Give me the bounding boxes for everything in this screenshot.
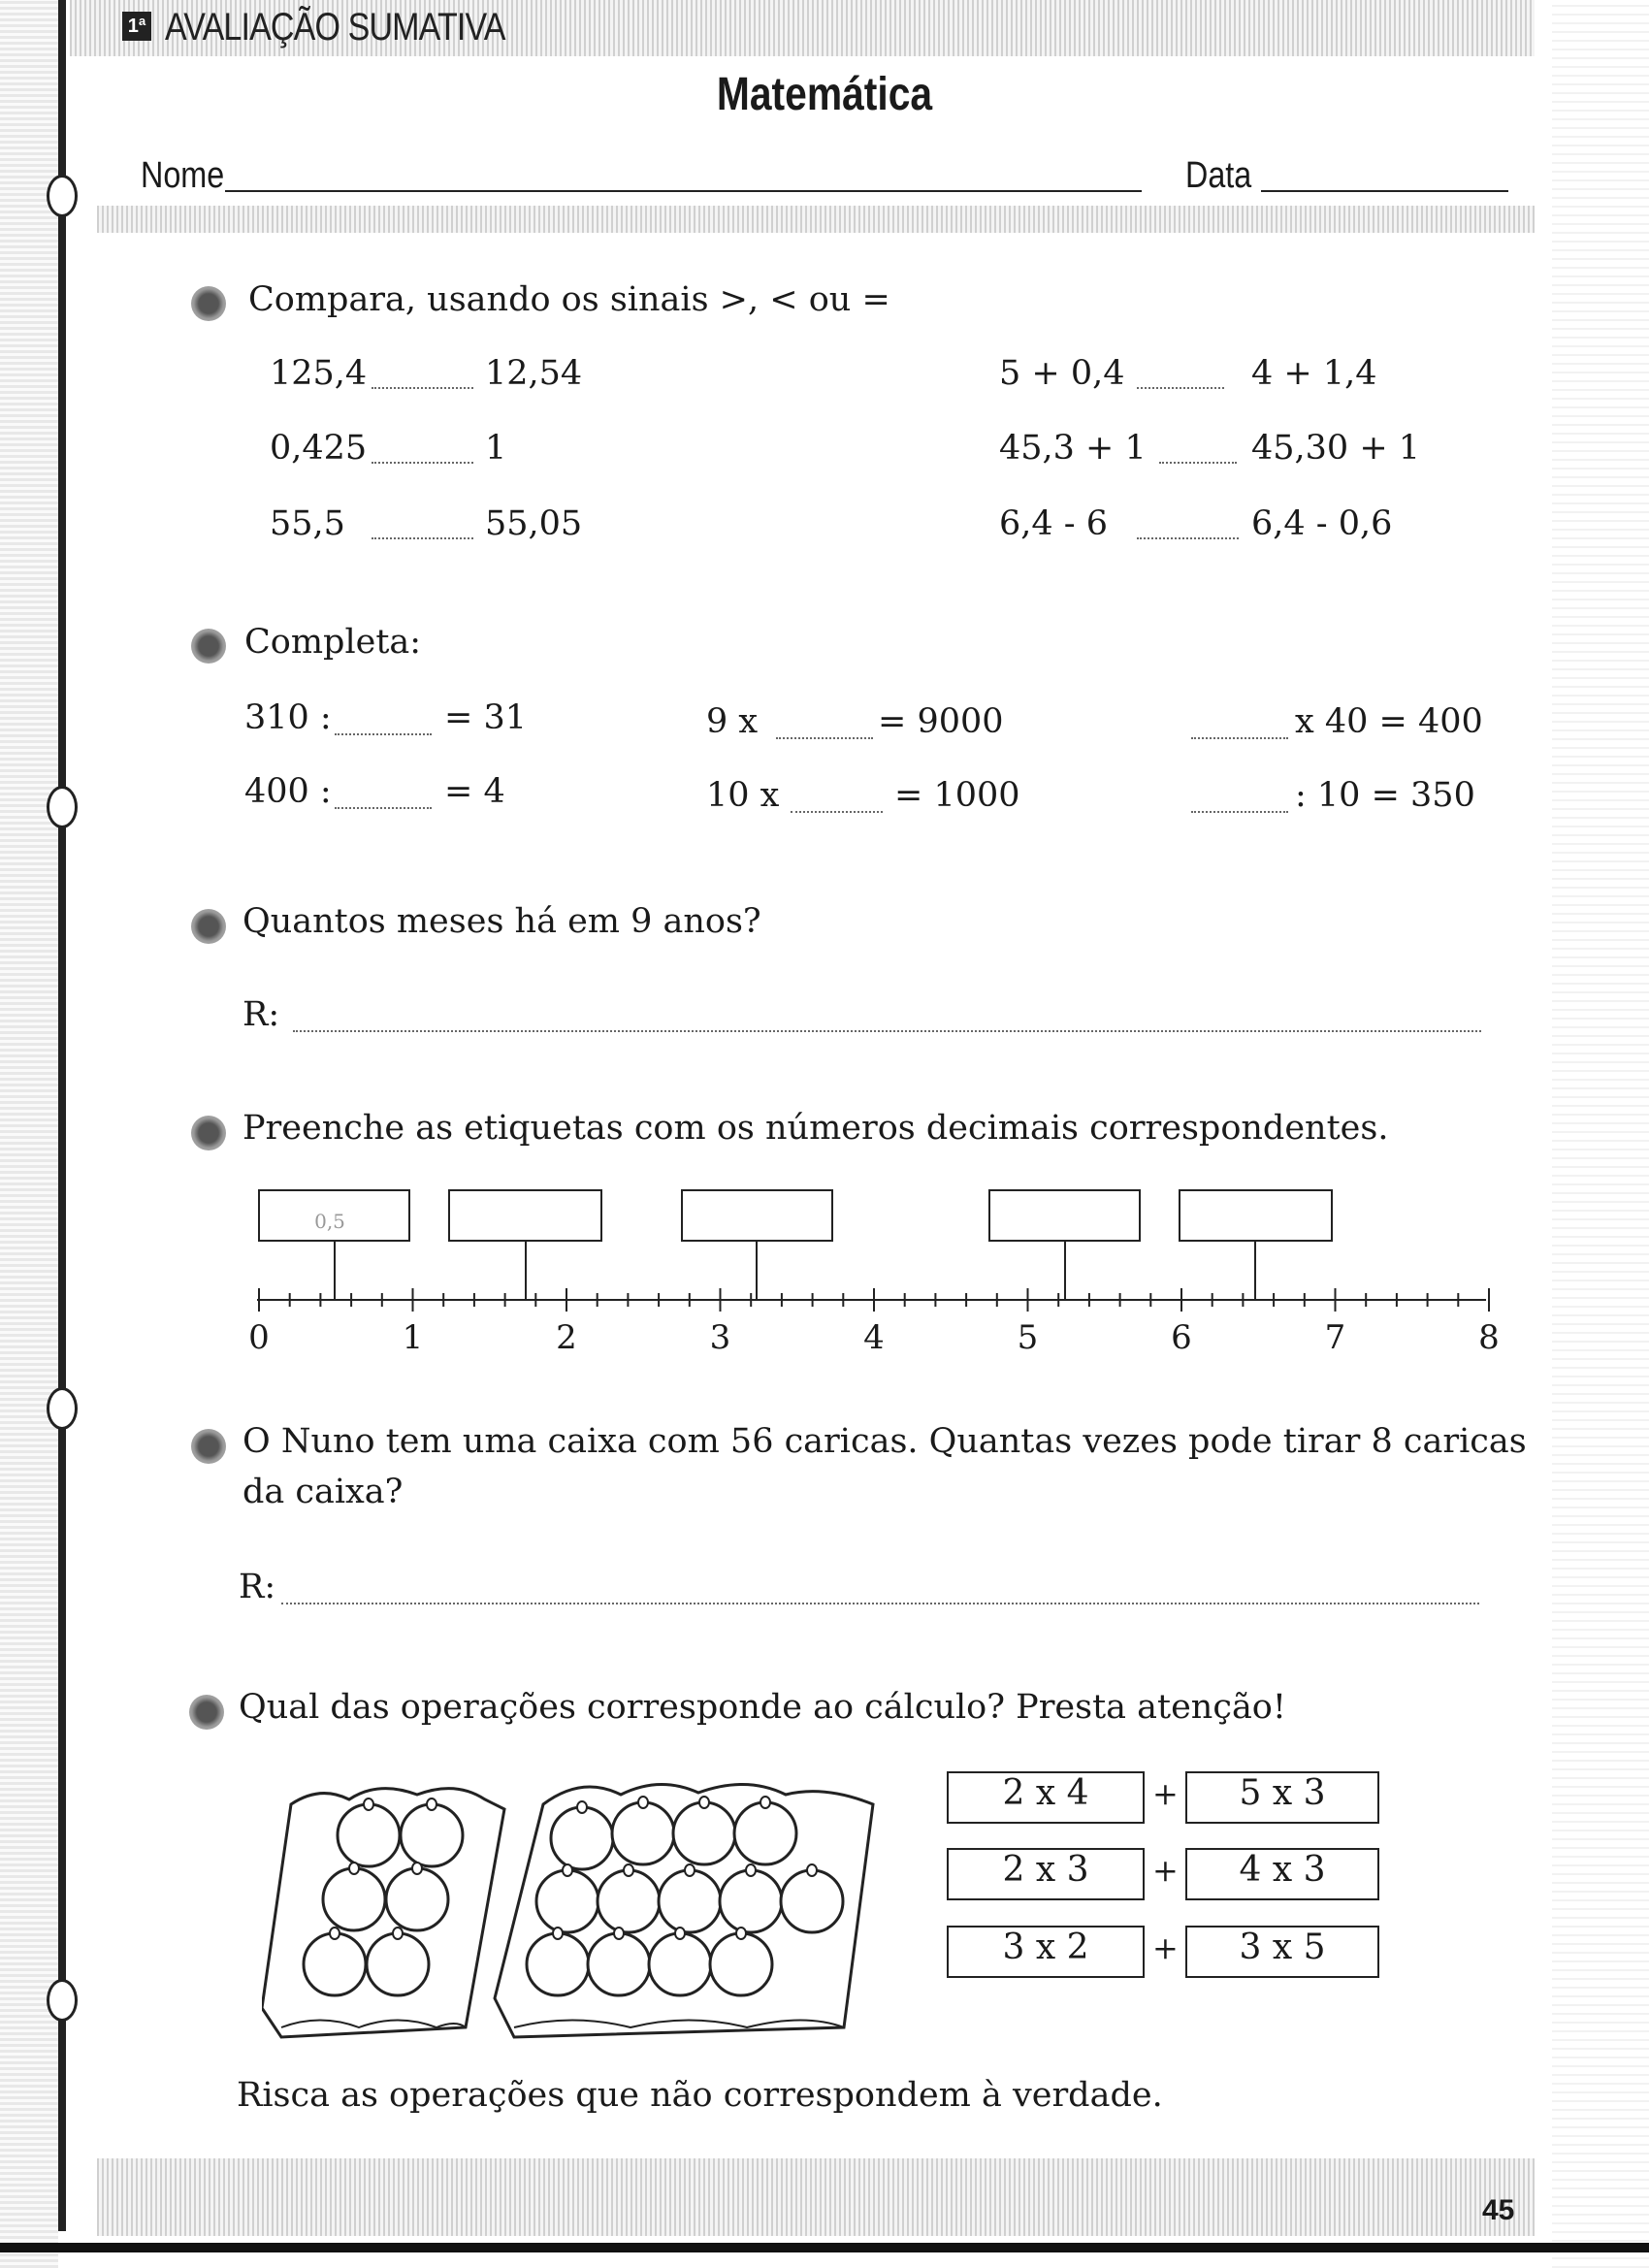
q2-pre: 400 : <box>244 772 332 811</box>
q1-right: 6,4 - 0,6 <box>1251 504 1393 543</box>
cap-tab <box>685 1864 695 1876</box>
op-value: 4 x 3 <box>1239 1850 1326 1890</box>
q1-answer-blank[interactable] <box>372 462 473 464</box>
date-label: Data <box>1185 155 1252 196</box>
q1-right: 1 <box>485 429 507 468</box>
bottom-rule <box>0 2243 1649 2252</box>
q2-post: = 1000 <box>894 776 1020 815</box>
cap-tab <box>427 1798 436 1810</box>
tick-label: 1 <box>402 1318 424 1357</box>
q5-prompt-line2: da caixa? <box>242 1473 404 1511</box>
op-value: 2 x 3 <box>1002 1850 1089 1890</box>
example-label: 0,5 <box>314 1210 345 1233</box>
q2-post: = 9000 <box>878 702 1004 741</box>
op-box[interactable] <box>947 1771 1145 1824</box>
cap-tab <box>699 1797 709 1808</box>
cap-tab <box>675 1928 685 1939</box>
page-title: Matemática <box>716 69 933 120</box>
name-field[interactable] <box>225 190 1142 192</box>
cap-tab <box>807 1864 817 1876</box>
op-box[interactable] <box>1185 1848 1379 1900</box>
q2-post: : 10 = 350 <box>1295 776 1475 815</box>
op-box[interactable] <box>947 1848 1145 1900</box>
q2-post: = 4 <box>444 772 505 811</box>
scan-noise <box>1552 0 1649 2268</box>
q2-pre: 10 x <box>706 776 780 815</box>
label-box[interactable] <box>682 1190 832 1241</box>
q1-answer-blank[interactable] <box>372 387 473 389</box>
op-value: 2 x 4 <box>1002 1773 1089 1813</box>
op-box[interactable] <box>1185 1926 1379 1978</box>
q4-prompt: Preenche as etiquetas com os números decimais correspondentes. <box>242 1109 1389 1148</box>
label-box[interactable] <box>449 1190 601 1241</box>
q1-left: 45,3 + 1 <box>999 429 1147 468</box>
cap-tab <box>553 1928 563 1939</box>
page-number: 45 <box>1482 2194 1515 2226</box>
q6-footer: Risca as operações que não correspondem à verdade. <box>237 2076 1163 2115</box>
cap-tab <box>393 1928 403 1939</box>
bottle-caps-illustration <box>262 1766 892 2057</box>
q1-right: 12,54 <box>485 354 583 393</box>
question-number-icon <box>189 1695 224 1730</box>
plus-sign: + <box>1152 1852 1179 1889</box>
q1-answer-blank[interactable] <box>1159 462 1237 464</box>
q2-answer-blank[interactable] <box>335 807 432 809</box>
q1-right: 4 + 1,4 <box>1251 354 1377 393</box>
cap-tab <box>760 1797 770 1808</box>
op-value: 3 x 5 <box>1239 1928 1326 1967</box>
question-number-icon <box>191 1429 226 1464</box>
q1-right: 55,05 <box>485 504 583 543</box>
number-line <box>242 1183 1504 1358</box>
name-label: Nome <box>141 155 225 196</box>
tick-label: 4 <box>863 1318 885 1357</box>
cap-tab <box>349 1863 359 1874</box>
tick-label: 3 <box>709 1318 731 1357</box>
q5-answer-line[interactable] <box>281 1603 1479 1604</box>
q1-left: 5 + 0,4 <box>999 354 1125 393</box>
label-box[interactable] <box>1180 1190 1332 1241</box>
q5-prompt-line1: O Nuno tem uma caixa com 56 caricas. Quantas vezes pode tirar 8 caricas <box>242 1422 1527 1461</box>
q3-answer-label: R: <box>242 995 280 1034</box>
op-box[interactable] <box>947 1926 1145 1978</box>
q2-post: x 40 = 400 <box>1295 702 1483 741</box>
binding-strip <box>0 0 58 2268</box>
q1-left: 125,4 <box>270 354 368 393</box>
cap-tab <box>577 1801 587 1813</box>
q1-answer-blank[interactable] <box>372 537 473 539</box>
tick-label: 7 <box>1324 1318 1346 1357</box>
cap-tab <box>412 1863 422 1874</box>
cap-tab <box>330 1928 340 1939</box>
plus-sign: + <box>1152 1775 1179 1812</box>
section-badge: 1ª <box>122 12 151 41</box>
op-value: 3 x 2 <box>1002 1928 1089 1967</box>
q6-prompt: Qual das operações corresponde ao cálculo? Presta atenção! <box>239 1688 1286 1727</box>
q1-answer-blank[interactable] <box>1137 387 1224 389</box>
q2-pre: 310 : <box>244 698 332 737</box>
q2-prompt: Completa: <box>244 623 422 662</box>
cap-tab <box>746 1864 756 1876</box>
footer-band <box>97 2158 1535 2236</box>
tick-label: 6 <box>1171 1318 1192 1357</box>
cap-tab <box>614 1928 624 1939</box>
q1-left: 6,4 - 6 <box>999 504 1109 543</box>
divider-band <box>97 206 1535 233</box>
tick-label: 8 <box>1478 1318 1500 1357</box>
q1-answer-blank[interactable] <box>1137 537 1239 539</box>
op-value: 5 x 3 <box>1239 1773 1326 1813</box>
cap-tab <box>736 1928 746 1939</box>
q1-right: 45,30 + 1 <box>1251 429 1421 468</box>
q1-prompt: Compara, usando os sinais >, < ou = <box>248 280 890 319</box>
q2-answer-blank[interactable] <box>1191 737 1288 739</box>
q2-answer-blank[interactable] <box>776 737 873 739</box>
q2-answer-blank[interactable] <box>791 811 883 813</box>
q3-prompt: Quantos meses há em 9 anos? <box>242 902 761 941</box>
cap-tab <box>624 1864 633 1876</box>
punch-hole <box>47 175 78 217</box>
tick-label: 0 <box>248 1318 270 1357</box>
punch-hole <box>47 786 78 828</box>
op-box[interactable] <box>1185 1771 1379 1824</box>
punch-hole <box>47 1387 78 1430</box>
q1-left: 55,5 <box>270 504 345 543</box>
q2-answer-blank[interactable] <box>335 733 432 735</box>
date-field[interactable] <box>1261 190 1508 192</box>
question-number-icon <box>191 629 226 664</box>
plus-sign: + <box>1152 1929 1179 1966</box>
section-title: AVALIAÇÃO SUMATIVA <box>165 6 505 49</box>
q1-left: 0,425 <box>270 429 368 468</box>
q2-pre: 9 x <box>706 702 759 741</box>
cap-tab <box>638 1797 648 1808</box>
tick-label: 5 <box>1017 1318 1039 1357</box>
punch-hole <box>47 1979 78 2022</box>
question-number-icon <box>191 1116 226 1150</box>
q2-answer-blank[interactable] <box>1191 811 1288 813</box>
q2-post: = 31 <box>444 698 527 737</box>
question-number-icon <box>191 286 226 321</box>
q3-answer-line[interactable] <box>293 1030 1481 1032</box>
label-box[interactable] <box>989 1190 1140 1241</box>
q5-answer-label: R: <box>239 1568 276 1606</box>
cap-tab <box>563 1864 572 1876</box>
question-number-icon <box>191 909 226 944</box>
tick-label: 2 <box>556 1318 577 1357</box>
cap-tab <box>364 1798 373 1810</box>
binding-line <box>58 0 66 2231</box>
